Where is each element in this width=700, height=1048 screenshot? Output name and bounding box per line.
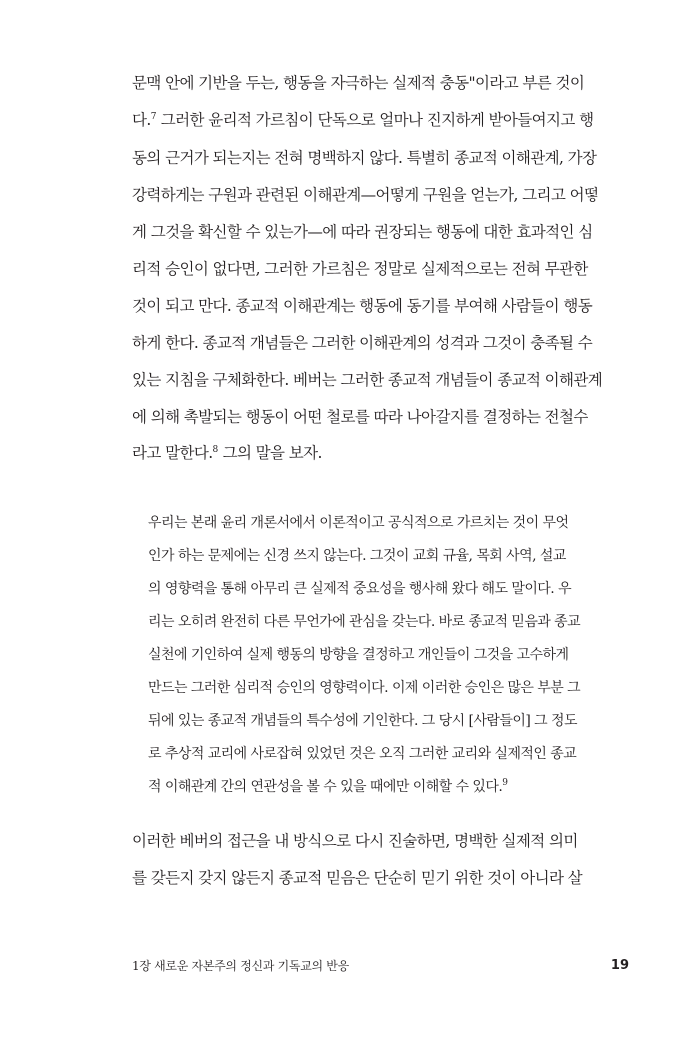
quote-line: 적 이해관계 간의 연관성을 볼 수 있을 때에만 이해할 수 있다.$^9$ — [148, 778, 509, 795]
quote-line: 우리는 본래 윤리 개론서에서 이론적이고 공식적으로 가르치는 것이 무엇 — [148, 515, 569, 531]
quote-line: 인가 하는 문제에는 신경 쓰지 않는다. 그것이 교회 규율, 목회 사역, 설교 — [148, 548, 566, 564]
quote-line: 만드는 그러한 심리적 승인의 영향력이다. 이제 이러한 승인은 많은 부분 그 — [148, 680, 581, 696]
footnote-marker: 9 — [502, 778, 509, 788]
footnote-marker: 7 — [150, 112, 157, 122]
page-number: 19 — [610, 958, 629, 973]
text-line: 다.$^7$ 그러한 윤리적 가르침이 단독으로 얼마나 진지하게 받아들여지고 행 — [132, 111, 594, 129]
text-line: 이러한 베버의 접근을 내 방식으로 다시 진술하면, 명백한 실제적 의미 — [132, 832, 578, 850]
quote-line: 리는 오히려 완전히 다른 무언가에 관심을 갖는다. 바로 종교적 믿음과 종교 — [148, 614, 581, 630]
running-footer-chapter-title: 1장 새로운 자본주의 정신과 기독교의 반응 — [132, 959, 349, 973]
quote-line: 뒤에 있는 종교적 개념들의 특수성에 기인한다. 그 당시 [사람들이] 그 정도 — [148, 713, 577, 729]
footnote-marker: 8 — [212, 445, 219, 455]
text-line: 라고 말한다.$^8$ 그의 말을 보자. — [132, 444, 322, 462]
text-line: 하게 한다. 종교적 개념들은 그러한 이해관계의 성격과 그것이 충족될 수 — [132, 334, 593, 352]
quote-line: 의 영향력을 통해 아무리 큰 실제적 중요성을 행사해 왔다 해도 말이다. 우 — [148, 581, 572, 597]
text-line: 를 갖든지 갖지 않든지 종교적 믿음은 단순히 믿기 위한 것이 아니라 살 — [132, 869, 583, 887]
text-line: 동의 근거가 되는지는 전혀 명백하지 않다. 특별히 종교적 이해관계, 가장 — [132, 149, 597, 167]
text-line: 에 의해 촉발되는 행동이 어떤 철로를 따라 나아갈지를 결정하는 전철수 — [132, 408, 588, 426]
text-line: 있는 지침을 구체화한다. 베버는 그러한 종교적 개념들이 종교적 이해관계 — [132, 371, 603, 389]
quote-line: 실천에 기인하여 실제 행동의 방향을 결정하고 개인들이 그것을 고수하게 — [148, 647, 569, 663]
text-line: 게 그것을 확신할 수 있는가—에 따라 권장되는 행동에 대한 효과적인 심 — [132, 223, 593, 241]
text-line: 리적 승인이 없다면, 그러한 가르침은 정말로 실제적으로는 전혀 무관한 — [132, 260, 588, 278]
text-line: 문맥 안에 기반을 두는, 행동을 자극하는 실제적 충동"이라고 부른 것이 — [132, 74, 585, 92]
quote-line: 로 추상적 교리에 사로잡혀 있었던 것은 오직 그러한 교리와 실제적인 종교 — [148, 746, 577, 762]
text-line: 강력하게는 구원과 관련된 이해관계—어떻게 구원을 얻는가, 그리고 어떻 — [132, 186, 599, 204]
text-line: 것이 되고 만다. 종교적 이해관계는 행동에 동기를 부여해 사람들이 행동 — [132, 297, 593, 315]
